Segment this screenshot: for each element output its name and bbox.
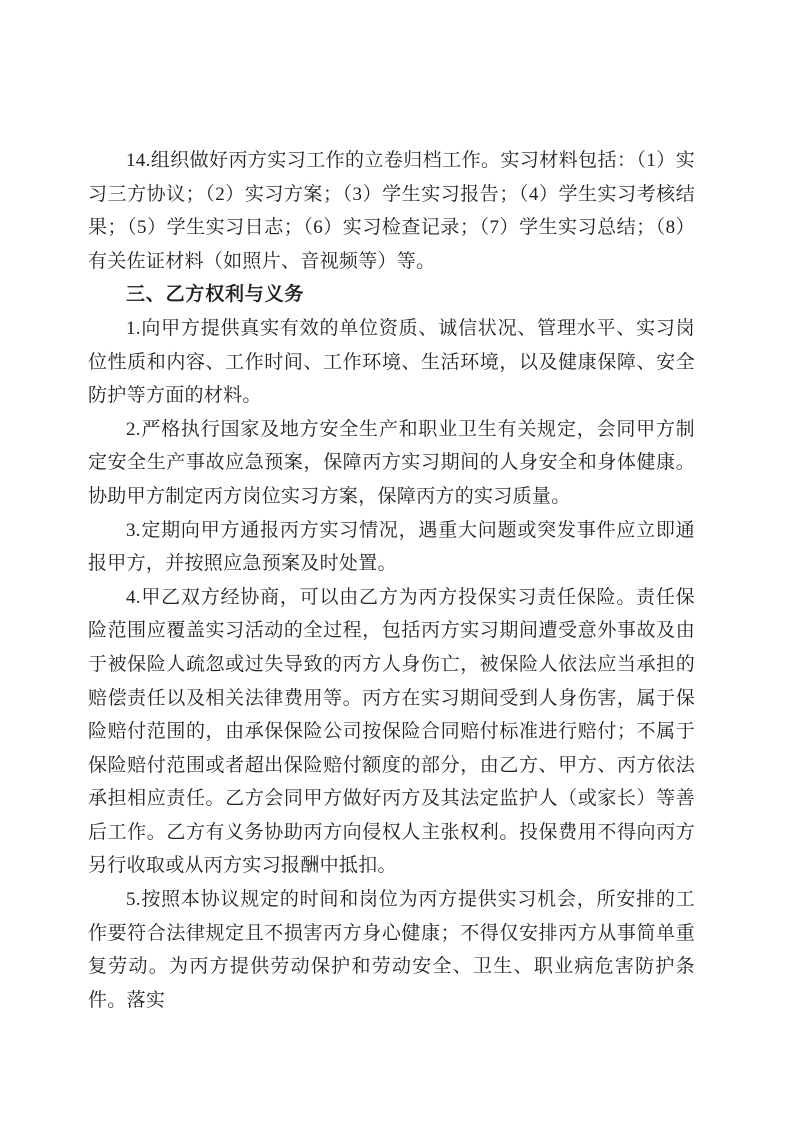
section-heading-party-b-rights-obligations: 三、乙方权利与义务 bbox=[126, 284, 305, 306]
clause-2-paragraph: 2.严格执行国家及地方安全生产和职业卫生有关规定，会同甲方制定安全生产事故应急预案，保障丙方实习期间的人身安全和身体健康。协助甲方制定丙方岗位实习方案，保障丙方的实习质量。 bbox=[88, 418, 695, 507]
clause-14-paragraph: 14.组织做好丙方实习工作的立卷归档工作。实习材料包括：（1）实习三方协议；（2）实习方案；（3）学生实习报告；（4）学生实习考核结果；（5）学生实习日志；（6）实习检查记录；（7）学生实习总结；（8）有关佐证材料（如照片、音视频等）等。 bbox=[88, 150, 695, 272]
page-text-block bbox=[88, 144, 695, 1017]
clause-5-paragraph: 5.按照本协议规定的时间和岗位为丙方提供实习机会，所安排的工作要符合法律规定且不损害丙方身心健康；不得仅安排丙方从事简单重复劳动。为丙方提供劳动保护和劳动安全、卫生、职业病危害防护条件。落实 bbox=[88, 889, 695, 1011]
clause-4-paragraph: 4.甲乙双方经协商，可以由乙方为丙方投保实习责任保险。责任保险范围应覆盖实习活动的全过程，包括丙方实习期间遭受意外事故及由于被保险人疏忽或过失导致的丙方人身伤亡，被保险人依法应当承担的赔偿责任以及相关法律费用等。丙方在实习期间受到人身伤害，属于保险赔付范围的，由承保保险公司按保险合同赔付标准进行赔付；不属于保险赔付范围或者超出保险赔付额度的部分，由乙方、甲方、丙方依法承担相应责任。乙方会同甲方做好丙方及其法定监护人（或家长）等善后工作。乙方有义务协助丙方向侵权人主张权利。投保费用不得向丙方另行收取或从丙方实习报酬中抵扣。 bbox=[88, 586, 695, 877]
clause-1-paragraph: 1.向甲方提供真实有效的单位资质、诚信状况、管理水平、实习岗位性质和内容、工作时间、工作环境、生活环境，以及健康保障、安全防护等方面的材料。 bbox=[88, 317, 695, 407]
clause-3-paragraph: 3.定期向甲方通报丙方实习情况，遇重大问题或突发事件应立即通报甲方，并按照应急预案及时处置。 bbox=[88, 519, 695, 575]
